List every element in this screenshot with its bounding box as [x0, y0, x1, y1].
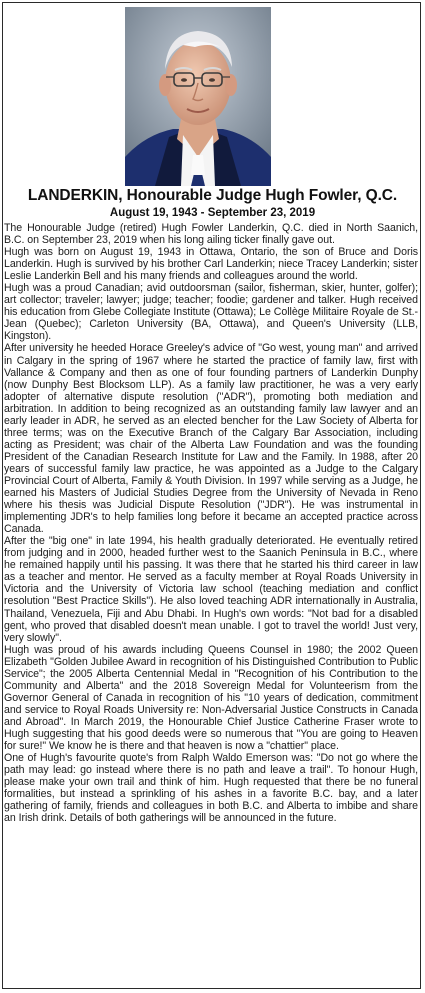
paragraph-career: After university he heeded Horace Greeley's advice of "Go west, young man" and arrived in Calgary in the spring of 1967 where he started the practice of family law, first with Vallance & Company and then as one of four founding partners of Landerkin Dunphy (now Dunphy Best Blocksom LLP). As a family law practitioner, he was a very early adopter of alternative dispute resolution ("ADR"), promoting both mediation and arbitration. In addition to being recognized as an outstanding family law lawyer and an early leader in ADR, he served as an elected bencher for the Law Society of Alberta for three terms; was on the Executive Branch of the Calgary Bar Association, including acting as President; was chair of the Alberta Law Foundation and was the founding President of the Canadian Research Institute for Law and the Family. In 1988, after 20 years of successful family law practice, he was appointed as a Judge to the Calgary Provincial Court of Alberta, Family & Youth Division. In 1997 while serving as a Judge, he earned his Masters of Judicial Studies Degree from the University of Nevada in Reno where his thesis was Judicial Dispute Resolution ("JDR"). He was instrumental in implementing JDR's to help families long before it became an accepted practice across Canada.: [4, 342, 418, 536]
paragraph-family: Hugh was born on August 19, 1943 in Ottawa, Ontario, the son of Bruce and Doris Landerkin. Hugh is survived by his brother Carl Landerkin; niece Tracey Landerkin; sister Leslie Landerkin Bell and his many friends and colleagues around the world.: [4, 246, 418, 283]
paragraph-death-notice: The Honourable Judge (retired) Hugh Fowler Landerkin, Q.C. died in North Saanich, B.C. on September 23, 2019 when his long ailing ticker finally gave out.: [4, 222, 418, 247]
paragraph-tribute: One of Hugh's favourite quote's from Ralph Waldo Emerson was: "Do not go where the path may lead: go instead where there is no path and leave a trail". To honour Hugh, please make your own trail and think of him. Hugh requested that there be no funeral formalities, but instead a sprinkling of his ashes in a favorite B.C. bay, and a later gathering of family, friends and colleagues in both B.C. and Alberta to imbibe and share an Irish drink. Details of both gatherings will be announced in the future.: [4, 752, 418, 825]
paragraph-education: Hugh was a proud Canadian; avid outdoorsman (sailor, fisherman, skier, hunter, golfer); art collector; traveler; lawyer; judge; teacher; foodie; gardener and talker. Hugh received his education from Glebe Collegiate Institute (Ottawa); Le Collège Militaire Royale de St.-Jean (Quebec); Carleton University (BA, Ottawa), and Queen's University (LLB, Kingston).: [4, 282, 418, 343]
life-dates: August 19, 1943 - September 23, 2019: [109, 207, 316, 219]
paragraph-awards: Hugh was proud of his awards including Queens Counsel in 1980; the 2002 Queen Elizabeth "Golden Jubilee Award in recognition of his Distinguished Contribution to Public Service"; the 2005 Alberta Centennial Medal in "Recognition of his Contribution to the Community and Alberta" and the 2018 Sovereign Medal for Volunteerism from the Governor General of Canada in recognition of his "10 years of dedication, commitment and service to Royal Roads University re: Non-Adversarial Justice Constructs in Canada and Abroad". In March 2019, the Honourable Chief Justice Catherine Fraser wrote to Hugh suggesting that his good deeds were so numerous that "You are going to Heaven for sure!" We know he is there and that heaven is now a "chattier" place.: [4, 643, 418, 753]
obituary-body: [4, 222, 418, 824]
portrait-illustration: [125, 7, 271, 186]
portrait-photo: [125, 7, 271, 186]
obituary-heading: LANDERKIN, Honourable Judge Hugh Fowler, Q.C.: [27, 187, 398, 204]
paragraph-later-life: After the "big one" in late 1994, his health gradually deteriorated. He eventually retired from judging and in 2000, headed further west to the Saanich Peninsula in B.C., where he remained happily until his passing. It was there that he started his third career in law as a teacher and mentor. He served as a faculty member at Royal Roads University in Victoria and the University of Victoria law school (teaching mediation and conflict resolution "Best Practice Skills"). He also loved teaching ADR internationally in Australia, Thailand, Venezuela, Fiji and Abu Dhabi. In Hugh's own words: "Not bad for a disabled gent, who proved that disabled doesn't mean unable. I got to travel the world! Just very, very slowly".: [4, 535, 418, 644]
